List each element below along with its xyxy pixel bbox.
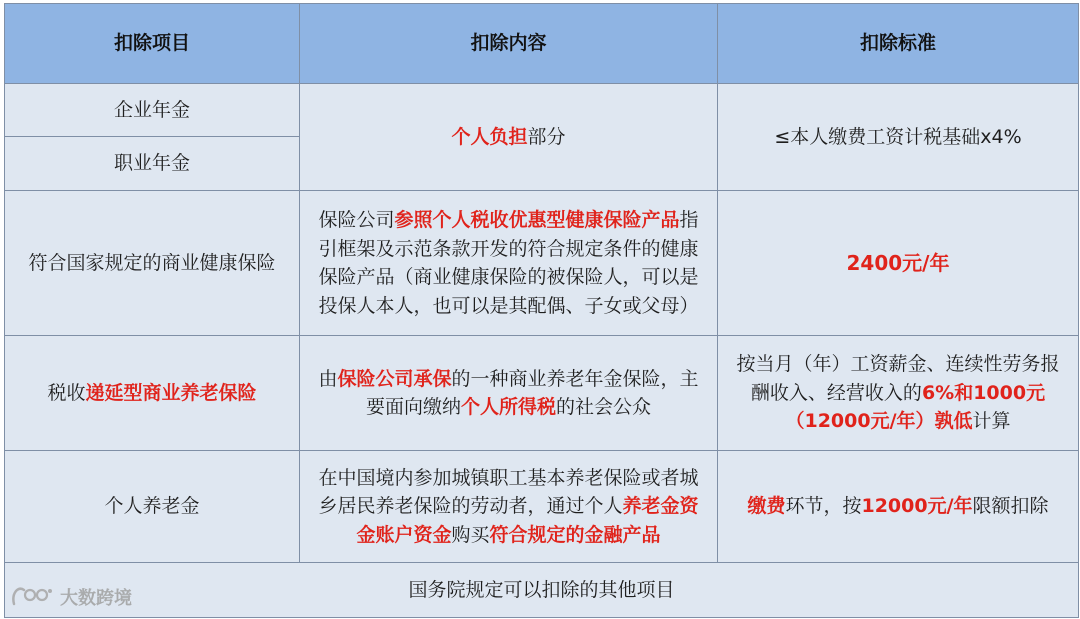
item-enterprise-annuity: 企业年金 (5, 84, 300, 137)
highlight-text: 12000元/年 (861, 495, 973, 518)
highlight-text: 6%和1000元（12000元/年）孰低 (785, 381, 1046, 433)
highlight-text: 缴费 (747, 495, 786, 518)
standard-health-insurance (718, 191, 1079, 336)
table-row (5, 84, 1079, 137)
highlight-text: 递延型商业养老保险 (85, 381, 257, 404)
item-occupational-annuity: 职业年金 (5, 137, 300, 191)
highlight-text: 个人负担 (451, 125, 528, 148)
watermark (10, 584, 132, 610)
item-other: 国务院规定可以扣除的其他项目 (5, 563, 1079, 618)
standard-annuity: ≤本人缴费工资计税基础x4% (718, 84, 1079, 191)
standard-text: 计算 (972, 410, 1011, 433)
content-text: 的一种商业养老年金保险，主要面向缴纳 (365, 367, 699, 418)
bubble-logo-icon (10, 586, 54, 608)
standard-deferred-pension (718, 336, 1079, 451)
highlight-text: 个人所得税 (460, 396, 556, 418)
content-health-insurance (300, 191, 718, 336)
highlight-text: 保险公司承保 (337, 367, 452, 390)
item-personal-pension: 个人养老金 (5, 451, 300, 563)
header-deduction-item: 扣除项目 (5, 4, 300, 84)
table-row (5, 336, 1079, 451)
watermark-text: 大数跨境 (60, 588, 132, 609)
content-text: 由 (318, 367, 338, 390)
table-row (5, 191, 1079, 336)
table-row (5, 563, 1079, 618)
content-text: 部分 (527, 125, 566, 148)
content-text: 的社会公众 (556, 396, 652, 418)
content-text: 在中国境内参加城镇职工基本养老保险或者城乡居民养老保险的劳动者，通过个人 (318, 466, 699, 518)
standard-personal-pension (718, 451, 1079, 563)
item-text: 税收 (47, 381, 86, 404)
item-health-insurance: 符合国家规定的商业健康保险 (5, 191, 300, 336)
table-header-row (5, 4, 1079, 84)
highlight-text: 符合规定的金融产品 (489, 523, 661, 546)
header-deduction-content: 扣除内容 (300, 4, 718, 84)
standard-text: 限额扣除 (972, 495, 1049, 518)
content-text: 指引框架及示范条款开发的符合规定条件的健康保险产品（商业健康保险的被保险人，可以是投保人本人，也可以是其配偶、子女或父母） (318, 209, 699, 317)
highlight-amount: 2400元/年 (846, 250, 950, 275)
deduction-table (4, 3, 1079, 618)
standard-text: 按当月（年）工资薪金、连续性劳务报酬收入、经营收入的 (736, 353, 1060, 404)
content-text: 保险公司 (318, 209, 395, 231)
header-deduction-standard: 扣除标准 (718, 4, 1079, 84)
content-text: 购买 (451, 523, 490, 546)
standard-text: 环节，按 (785, 495, 862, 518)
content-personal-pension (300, 451, 718, 563)
highlight-text: 参照个人税收优惠型健康保险产品 (394, 209, 680, 231)
table-row (5, 451, 1079, 563)
content-annuity (300, 84, 718, 191)
content-deferred-pension (300, 336, 718, 451)
highlight-text: 养老金资金账户资金 (356, 495, 699, 546)
item-deferred-pension (5, 336, 300, 451)
